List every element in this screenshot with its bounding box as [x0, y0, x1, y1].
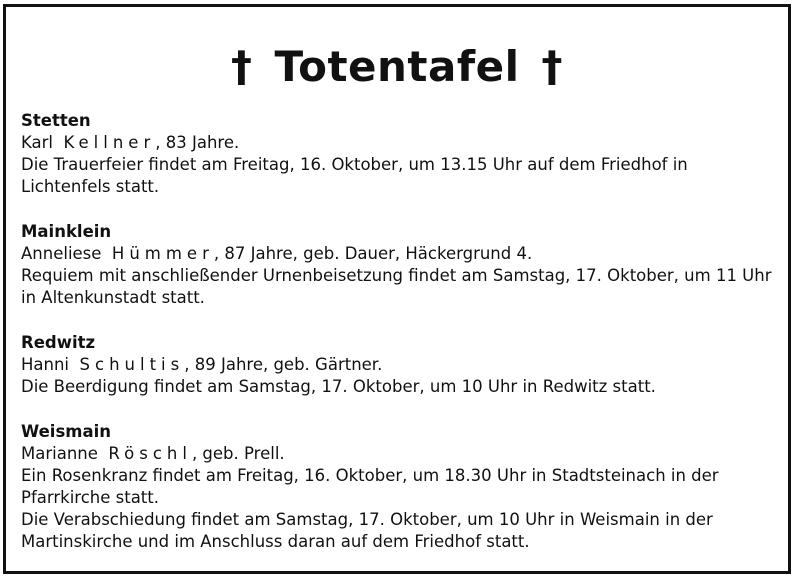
entry-firstname: Anneliese: [21, 244, 102, 263]
entry-text-line: Ein Rosenkranz findet am Freitag, 16. Oktober, um 18.30 Uhr in Stadtsteinach in der: [21, 466, 719, 485]
entry-surname: Hümmer: [111, 244, 214, 263]
entry-surname: Röschl: [108, 444, 192, 463]
entry-details: , 87 Jahre, geb. Dauer, Häckergrund 4.: [213, 244, 533, 263]
entry-firstname: Hanni: [21, 355, 70, 374]
entry-text-line: Pfarrkirche statt.: [21, 488, 159, 507]
obituary-frame: [3, 4, 791, 574]
entry-text-line: Die Verabschiedung findet am Samstag, 17. Oktober, um 10 Uhr in Weismain in der: [21, 510, 713, 529]
obituary-entry-redwitz: [21, 332, 788, 398]
entry-place: Weismain: [21, 422, 112, 441]
entry-text-line: Requiem mit anschließender Urnenbeisetzung findet am Samstag, 17. Oktober, um 11 Uhr: [21, 266, 772, 285]
entry-text-line: in Altenkunstadt statt.: [21, 288, 205, 307]
page-title: [6, 41, 788, 93]
obituary-entry-weismain: [21, 421, 788, 553]
entry-place: Redwitz: [21, 333, 96, 352]
entry-details: , geb. Prell.: [191, 444, 285, 463]
obituary-list: [21, 110, 788, 574]
entry-person: [21, 354, 788, 376]
entry-text-line: Die Trauerfeier findet am Freitag, 16. Oktober, um 13.15 Uhr auf dem Friedhof in: [21, 155, 688, 174]
entry-firstname: Marianne: [21, 444, 98, 463]
entry-person: [21, 243, 788, 265]
entry-text-line: Martinskirche und im Anschluss daran auf dem Friedhof statt.: [21, 532, 530, 551]
cross-right-icon: †: [541, 42, 563, 91]
entry-person: [21, 132, 788, 154]
title-text: Totentafel: [274, 42, 520, 91]
entry-surname: Kellner: [63, 133, 156, 152]
entry-details: , 89 Jahre, geb. Gärtner.: [184, 355, 383, 374]
entry-text-line: Die Beerdigung findet am Samstag, 17. Oktober, um 10 Uhr in Redwitz statt.: [21, 377, 656, 396]
entry-place: Mainklein: [21, 222, 112, 241]
entry-person: [21, 443, 788, 465]
entry-details: , 83 Jahre.: [155, 133, 240, 152]
entry-place: Stetten: [21, 111, 91, 130]
cross-left-icon: †: [231, 42, 253, 91]
entry-text-line: Lichtenfels statt.: [21, 177, 160, 196]
entry-firstname: Karl: [21, 133, 54, 152]
entry-surname: Schultis: [79, 355, 185, 374]
obituary-entry-mainklein: [21, 221, 788, 309]
obituary-entry-stetten: [21, 110, 788, 198]
